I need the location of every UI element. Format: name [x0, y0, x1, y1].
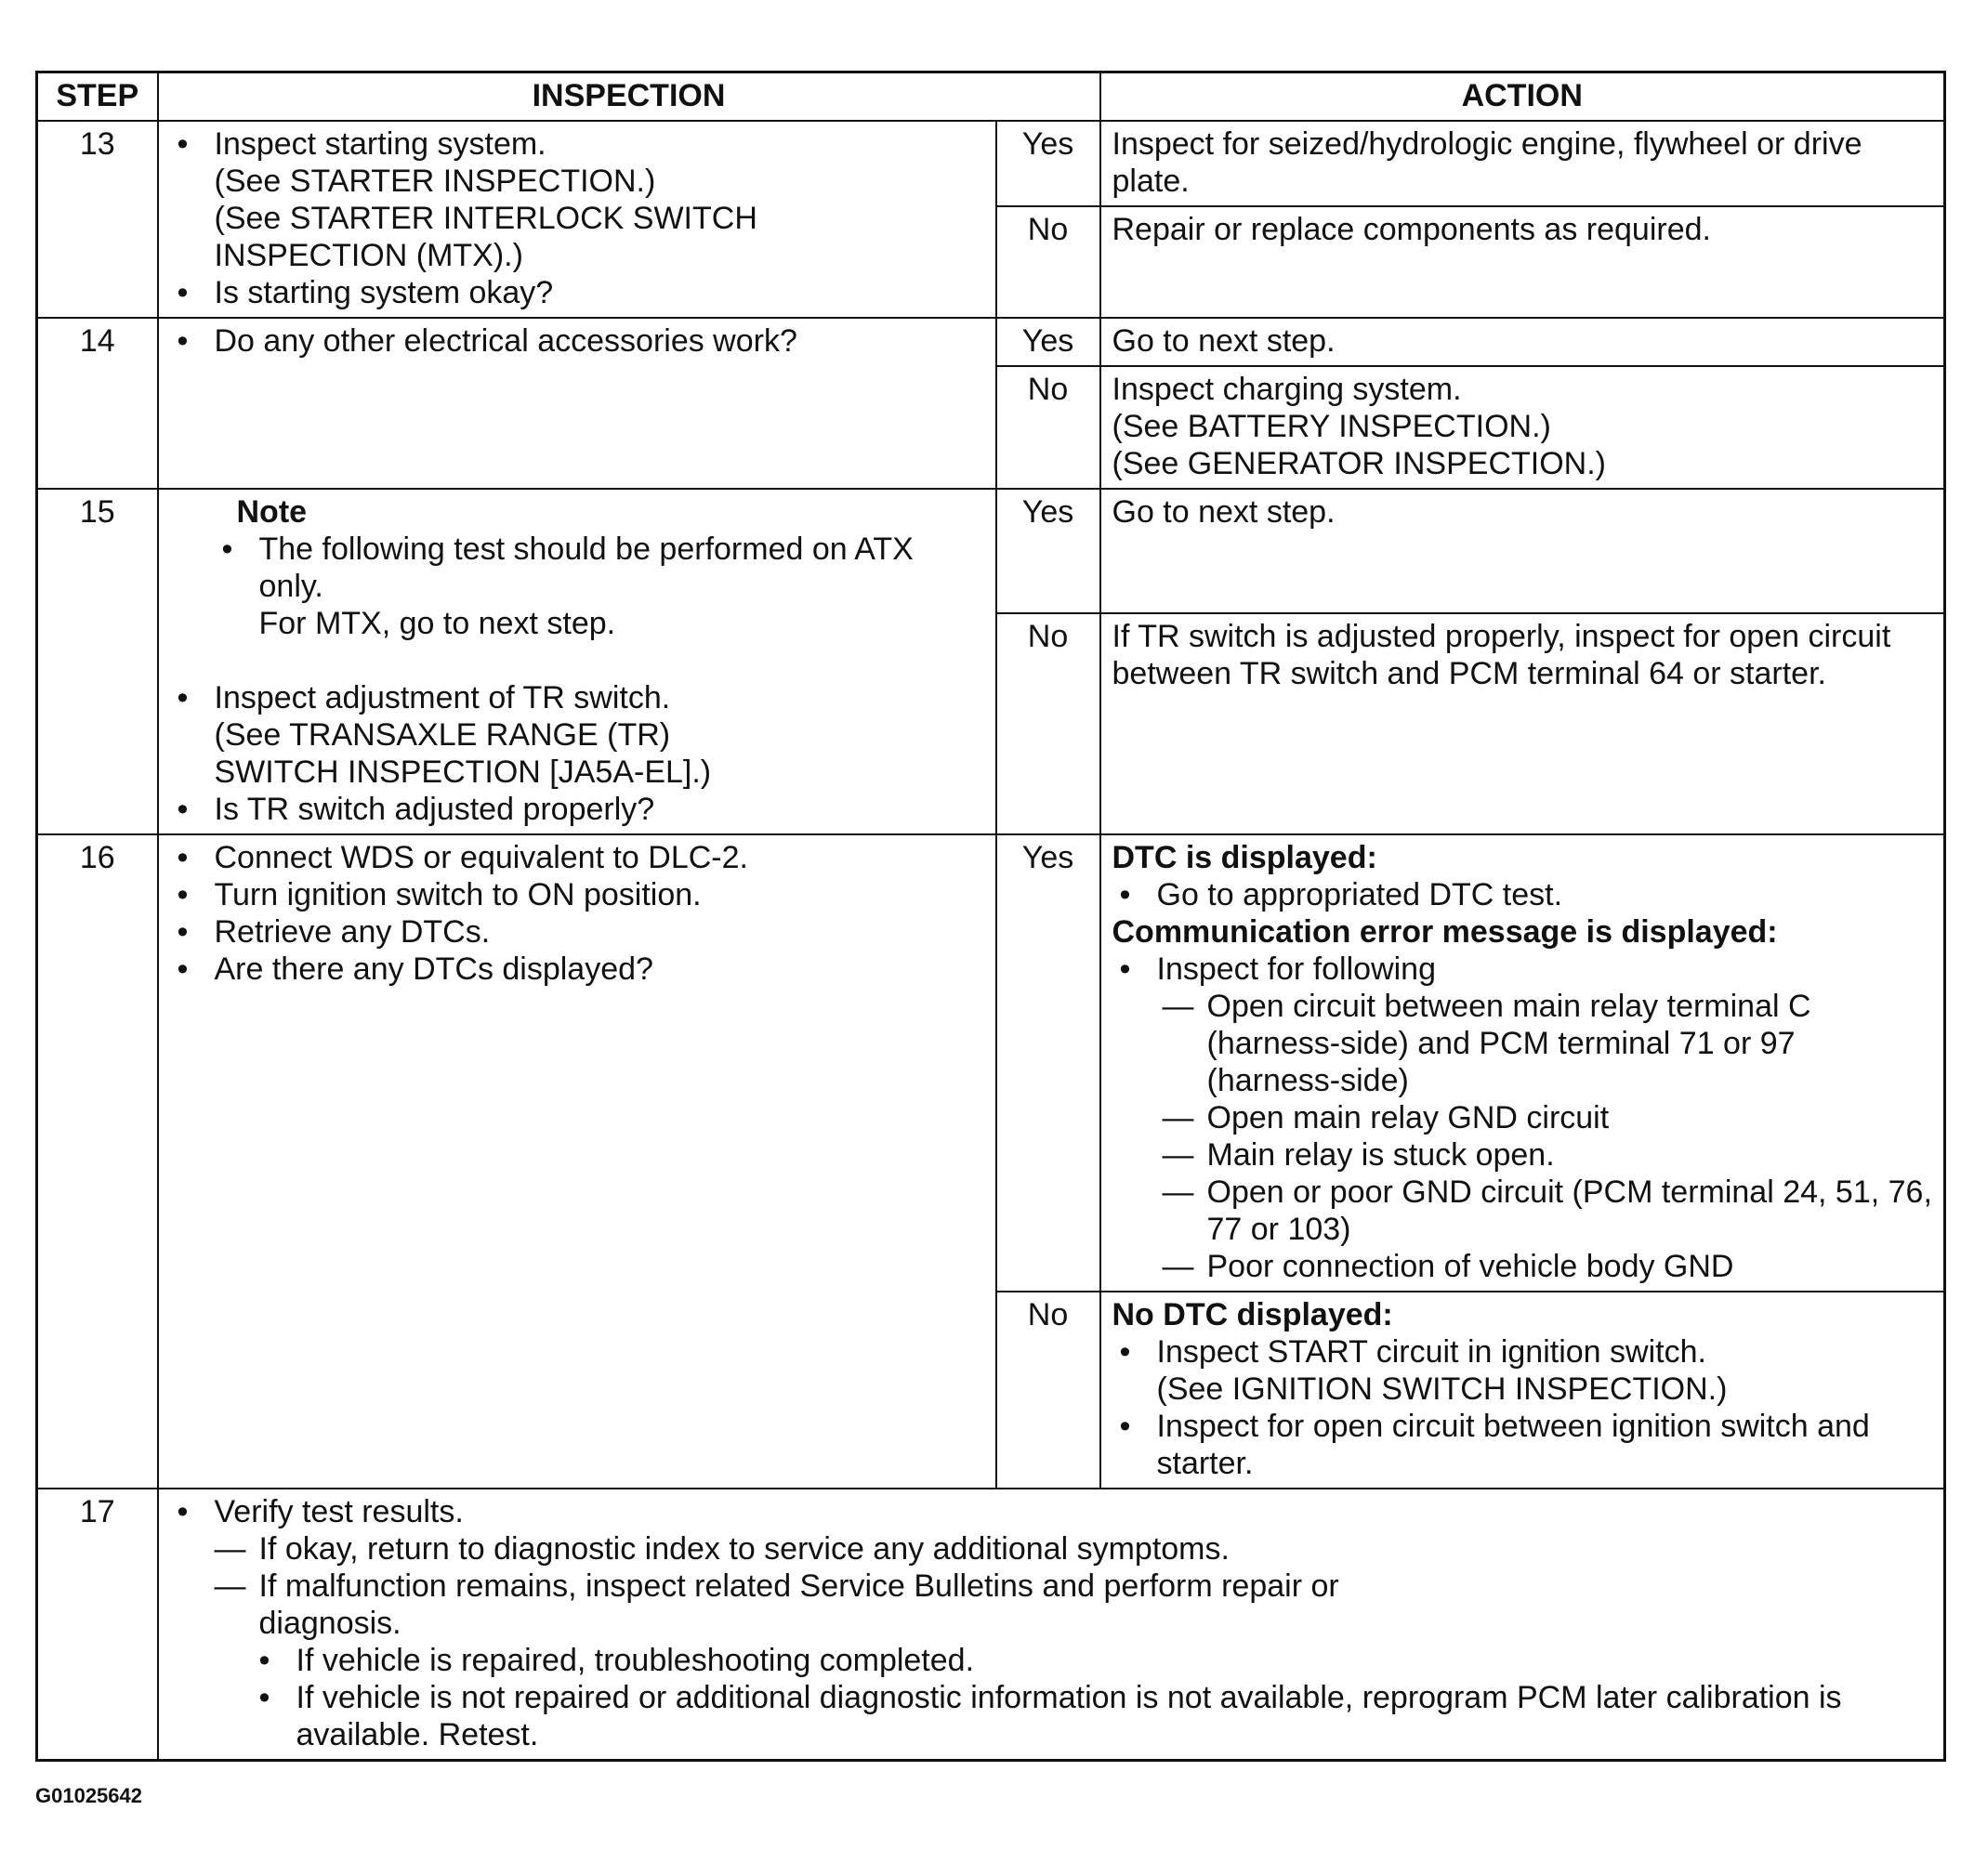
- bullet-item: • If vehicle is not repaired or additional diagnostic information is not available, reprogram PCM later calibration is available. Retest.: [252, 1679, 1933, 1753]
- table-row: [37, 1489, 1945, 1761]
- reference-text: (See TRANSAXLE RANGE (TR): [214, 717, 671, 753]
- note-bullet: • The following test should be performed on ATX: [170, 531, 984, 568]
- dash-item: — Main relay is stuck open.: [1163, 1136, 1933, 1174]
- figure-id: G01025642: [35, 1784, 142, 1807]
- reference-text: (See BATTERY INSPECTION.): [1112, 409, 1551, 444]
- no-action-cell: Repair or replace components as required.: [1100, 206, 1945, 318]
- no-label: No: [996, 206, 1100, 318]
- table-row: [37, 318, 1945, 366]
- dash-continuation: diagnosis.: [258, 1606, 401, 1641]
- spacer: [170, 642, 984, 679]
- bullet-item: • Are there any DTCs displayed?: [170, 951, 984, 988]
- header-action: ACTION: [1100, 72, 1945, 122]
- header-step: STEP: [37, 72, 158, 122]
- bullet-item: • Verify test results.: [170, 1493, 1933, 1530]
- bullet-item: • Inspect adjustment of TR switch.: [170, 679, 984, 716]
- no-label: No: [996, 613, 1100, 834]
- step-number: 13: [37, 121, 158, 318]
- header-inspection: INSPECTION: [158, 72, 1100, 122]
- dash-item: — Open circuit between main relay terminal C (harness-side) and PCM terminal 71 or 97 (harness-side): [1163, 988, 1933, 1099]
- inspection-cell: [158, 834, 996, 1489]
- reference-text: SWITCH INSPECTION [JA5A-EL].): [214, 754, 712, 790]
- yes-action-cell: Go to next step.: [1100, 489, 1945, 613]
- reference-text: (See STARTER INSPECTION.): [214, 164, 656, 199]
- inspection-cell: [158, 1489, 1945, 1761]
- note-text: only.: [258, 569, 323, 604]
- reference-text: INSPECTION (MTX).): [214, 238, 523, 273]
- bullet-item: • Is TR switch adjusted properly?: [170, 791, 984, 828]
- action-subheading: Communication error message is displayed:: [1112, 914, 1778, 950]
- bullet-item: • Is starting system okay?: [170, 274, 984, 311]
- no-action-cell: If TR switch is adjusted properly, inspect for open circuit between TR switch and PCM terminal 64 or starter.: [1100, 613, 1945, 834]
- no-action-cell: [1100, 366, 1945, 489]
- note-text: For MTX, go to next step.: [258, 606, 616, 641]
- diagnostic-table-container: [35, 71, 1943, 1762]
- inspection-cell: [158, 121, 996, 318]
- inspection-cell: [158, 318, 996, 489]
- yes-label: Yes: [996, 121, 1100, 206]
- bullet-item: • Do any other electrical accessories work?: [170, 322, 984, 360]
- table-row: [37, 834, 1945, 1292]
- reference-text: (See GENERATOR INSPECTION.): [1112, 446, 1606, 481]
- step-number: 17: [37, 1489, 158, 1761]
- dash-item: — Open or poor GND circuit (PCM terminal 24, 51, 76, 77 or 103): [1163, 1174, 1933, 1248]
- bullet-item: • Retrieve any DTCs.: [170, 913, 984, 951]
- bullet-item: • Connect WDS or equivalent to DLC-2.: [170, 839, 984, 876]
- yes-label: Yes: [996, 489, 1100, 613]
- yes-label: Yes: [996, 834, 1100, 1292]
- bullet-item: • Inspect START circuit in ignition switch.: [1112, 1333, 1933, 1371]
- reference-text: (See STARTER INTERLOCK SWITCH: [214, 201, 757, 236]
- yes-action-cell: Inspect for seized/hydrologic engine, flywheel or drive plate.: [1100, 121, 1945, 206]
- table-header-row: [37, 72, 1945, 122]
- diagnostic-table: [35, 71, 1946, 1762]
- bullet-item: • Inspect for open circuit between ignition switch and starter.: [1112, 1408, 1933, 1482]
- action-line: Inspect charging system.: [1112, 372, 1462, 407]
- step-number: 14: [37, 318, 158, 489]
- bullet-item: • Go to appropriated DTC test.: [1112, 876, 1933, 913]
- reference-text: (See IGNITION SWITCH INSPECTION.): [1156, 1371, 1728, 1407]
- bullet-item: • Inspect starting system.: [170, 125, 984, 163]
- dash-item: — If okay, return to diagnostic index to service any additional symptoms.: [215, 1530, 1933, 1568]
- dash-item: — If malfunction remains, inspect related Service Bulletins and perform repair or: [215, 1568, 1933, 1605]
- note-heading: Note: [236, 494, 308, 530]
- step-number: 15: [37, 489, 158, 834]
- inspection-cell: [158, 489, 996, 834]
- bullet-item: • If vehicle is repaired, troubleshooting completed.: [252, 1642, 1933, 1679]
- no-label: No: [996, 1292, 1100, 1489]
- no-action-cell: [1100, 1292, 1945, 1489]
- no-label: No: [996, 366, 1100, 489]
- dash-item: — Open main relay GND circuit: [1163, 1099, 1933, 1136]
- bullet-item: • Inspect for following: [1112, 951, 1933, 988]
- yes-action-cell: [1100, 834, 1945, 1292]
- bullet-item: • Turn ignition switch to ON position.: [170, 876, 984, 913]
- action-subheading: No DTC displayed:: [1112, 1297, 1393, 1332]
- action-subheading: DTC is displayed:: [1112, 840, 1377, 875]
- yes-action-cell: Go to next step.: [1100, 318, 1945, 366]
- dash-item: — Poor connection of vehicle body GND: [1163, 1248, 1933, 1285]
- step-number: 16: [37, 834, 158, 1489]
- table-row: [37, 121, 1945, 206]
- yes-label: Yes: [996, 318, 1100, 366]
- table-row: [37, 489, 1945, 613]
